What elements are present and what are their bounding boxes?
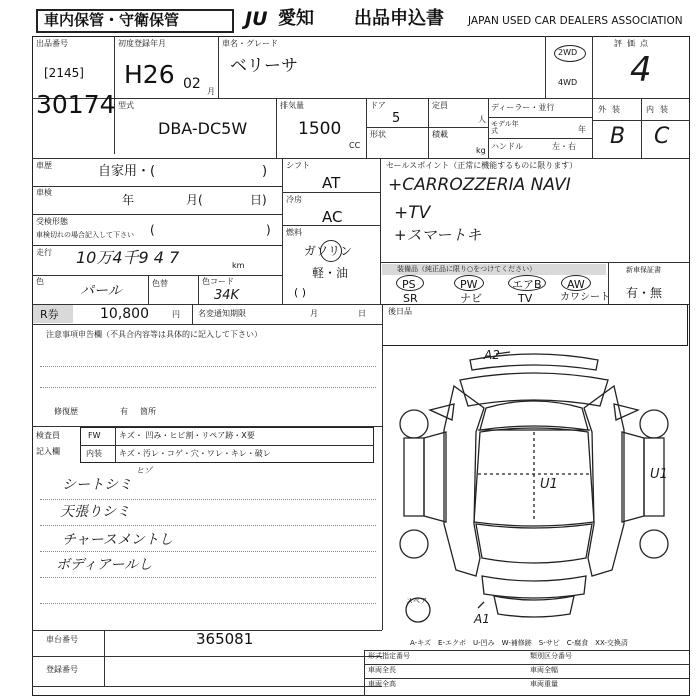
- damage-mark-front: A2: [484, 348, 500, 362]
- model-year-label: モデル年式: [491, 120, 519, 135]
- recycle-unit: 円: [172, 310, 180, 319]
- color-change-label: 色替: [152, 279, 168, 288]
- fuel-other: ( ): [294, 286, 307, 299]
- interior-label: 内装: [646, 105, 674, 114]
- drive-2wd: 2WD: [558, 48, 578, 57]
- note-line-3: チャースメントし: [62, 532, 173, 548]
- write-in-label: 記入欄: [36, 447, 60, 456]
- color-code: 34K: [214, 288, 240, 303]
- equip-aw: AW: [567, 278, 585, 291]
- type-label: 型式: [118, 101, 134, 110]
- inspection-type-close: ): [266, 223, 271, 237]
- note-line-2: 天張りシミ: [60, 504, 130, 520]
- vehicle-type: DBA-DC5W: [158, 119, 248, 138]
- name-change-label: 名変通知期限: [198, 309, 246, 318]
- exterior-label: 外装: [598, 105, 626, 114]
- first-registration-label: 初度登録年月: [118, 39, 166, 48]
- class-number-label: 類別区分番号: [530, 652, 572, 660]
- inspector-label: 検査員: [36, 431, 60, 440]
- month-unit: 月: [207, 87, 215, 96]
- equip-sr: SR: [403, 292, 418, 305]
- mileage-label: 走行: [36, 248, 52, 257]
- warranty-value: 有・無: [626, 286, 663, 300]
- score-label: 評価点: [614, 39, 653, 48]
- load-label: 積載: [432, 130, 448, 139]
- car-damage-diagram: [384, 346, 688, 632]
- height-label: 車両全高: [368, 680, 396, 688]
- equip-navi: ナビ: [460, 292, 482, 305]
- form-number-label: 形式指定番号: [368, 652, 410, 660]
- shape-label: 形状: [370, 130, 386, 139]
- exterior-grade: B: [610, 124, 626, 149]
- lot-number: 30174: [36, 90, 116, 119]
- spare-label: スペア: [406, 597, 427, 605]
- after-items-box: [382, 304, 688, 346]
- dealer-label: ディーラー・並行: [491, 103, 555, 112]
- ac-label: 冷房: [286, 195, 302, 204]
- damage-mark-side: U1: [650, 467, 668, 482]
- repair-history-value: 有: [120, 407, 128, 416]
- sales-point-2: +TV: [394, 203, 431, 223]
- equip-airbag: エアB: [512, 278, 542, 291]
- equip-pw-circle: [454, 275, 484, 291]
- model-name: ベリーサ: [230, 56, 298, 76]
- document-title: 出品申込書: [354, 8, 444, 29]
- width-label: 車両全幅: [530, 666, 558, 674]
- color-label: 色: [36, 277, 44, 286]
- interior-grade: C: [654, 124, 670, 149]
- registration-number-label: 登録番号: [46, 665, 78, 674]
- inspection-month-unit: 月(: [186, 193, 203, 207]
- color-code-label: 色コード: [202, 277, 234, 286]
- storage-ribbon-text: 車内保管・守衛保管: [44, 11, 180, 29]
- use-history-close: ): [262, 164, 268, 179]
- fuel-gasoline: ガソリン: [304, 244, 353, 258]
- org-name: 愛知: [278, 8, 314, 29]
- inspection-type-note: 車検切れの場合記入して下さい: [36, 231, 134, 239]
- use-history-label: 車歴: [36, 161, 52, 170]
- displacement-label: 排気量: [280, 101, 304, 110]
- cc-unit: CC: [349, 141, 361, 150]
- inspection-type-label: 受検形態: [36, 217, 68, 226]
- notes-label: 注意事項申告欄（不具合内容等は具体的に記入して下さい）: [46, 330, 262, 339]
- equip-leather-seat: カワシート: [560, 292, 610, 303]
- handwritten-mark: ヒゾ: [136, 466, 152, 475]
- inspection-day-unit: 日): [250, 193, 267, 207]
- equip-ps-circle: [396, 275, 424, 291]
- note-line-1: シートシミ: [62, 477, 132, 493]
- equip-ps: PS: [402, 278, 416, 291]
- inspection-year-unit: 年: [122, 193, 135, 207]
- recycle-label: R券: [40, 308, 59, 321]
- shift-label: シフト: [286, 161, 310, 170]
- model-grade-label: 車名・グレード: [222, 39, 278, 48]
- registration-month: 02: [183, 76, 201, 92]
- after-items-label: 後日品: [388, 307, 412, 316]
- equip-tv: TV: [518, 292, 533, 305]
- sales-point-1: +CARROZZERIA NAVI: [388, 175, 571, 195]
- model-year-unit: 年: [578, 125, 586, 134]
- damage-legend: A-キズ E-エクボ U-凹み W-補修跡 S-サビ C-腐食 XX-交換済: [410, 639, 628, 647]
- shift-value: AT: [322, 174, 341, 192]
- fuel-diesel: 軽・油: [312, 266, 349, 280]
- km-unit: km: [232, 261, 245, 270]
- drive-4wd: 4WD: [558, 78, 578, 87]
- equipment-label: 装備品（純正品に限り○をつけてください）: [397, 265, 537, 273]
- fw-items: キズ・ 凹み・ヒビ割・リペア跡・X要: [119, 431, 255, 440]
- mileage-value: 10万4千9 4 7: [76, 248, 180, 267]
- fw-label: FW: [88, 431, 101, 440]
- damage-mark-center: U1: [540, 477, 558, 492]
- sales-point-3: +スマートキ: [394, 226, 482, 244]
- interior-check-label: 内装: [86, 449, 102, 458]
- door-label: ドア: [370, 101, 386, 110]
- equip-pw: PW: [460, 278, 478, 291]
- length-label: 車両全長: [368, 666, 396, 674]
- weight-label: 車両重量: [530, 680, 558, 688]
- use-history: 自家用・(: [98, 164, 156, 179]
- load-unit: kg: [476, 146, 486, 155]
- handle-options: 左・右: [552, 142, 576, 151]
- note-line-4: ボディアールし: [56, 557, 153, 573]
- recycle-value: 10,800: [100, 306, 149, 322]
- equip-airbag-circle: [508, 275, 546, 291]
- displacement-value: 1500: [298, 119, 342, 139]
- equip-aw-circle: [561, 275, 591, 291]
- fuel-label: 燃料: [286, 228, 302, 237]
- repair-history-label: 修復歴: [54, 407, 78, 416]
- name-change-month: 月: [310, 309, 318, 318]
- ac-value: AC: [322, 208, 343, 226]
- color-value: パール: [80, 283, 122, 299]
- score-value: 4: [630, 50, 652, 90]
- capacity-label: 定員: [432, 101, 448, 110]
- chassis-number-label: 車台番号: [46, 635, 78, 644]
- sales-points-label: セールスポイント（正常に機能するものに限ります）: [386, 161, 578, 170]
- chassis-number: 365081: [196, 630, 254, 648]
- lot-sub-code: [2145]: [44, 66, 84, 80]
- association-english: JAPAN USED CAR DEALERS ASSOCIATION: [468, 15, 683, 27]
- capacity-unit: 人: [478, 115, 486, 124]
- name-change-day: 日: [358, 309, 366, 318]
- warranty-label: 新車保証書: [626, 266, 661, 274]
- inspection-label: 車検: [36, 188, 52, 197]
- lot-number-label: 出品番号: [36, 39, 68, 48]
- interior-items: キズ・汚レ・コゲ・穴・ワレ・キレ・破レ: [119, 449, 271, 458]
- damage-mark-rear: A1: [474, 612, 490, 626]
- repair-history-place: 箇所: [140, 407, 156, 416]
- door-count: 5: [392, 111, 401, 126]
- handle-label: ハンドル: [491, 142, 523, 151]
- inspection-type-paren: (: [150, 223, 155, 237]
- registration-era: H26: [124, 60, 175, 89]
- ju-logo: JU: [245, 8, 268, 30]
